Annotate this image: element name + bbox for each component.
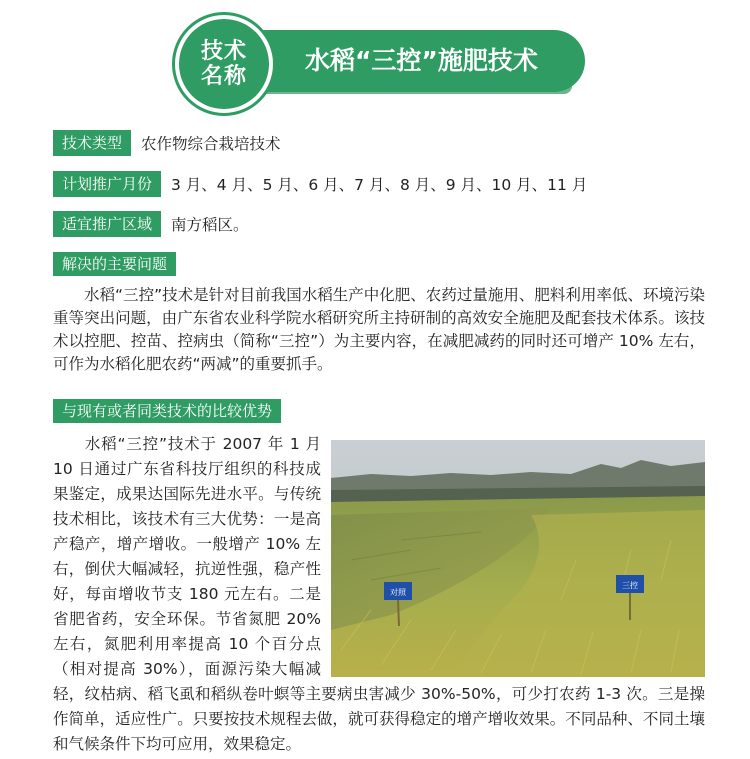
region-value: 南方稻区。 — [171, 216, 249, 234]
problem-heading: 解决的主要问题 — [53, 252, 176, 276]
months-value: 3 月、4 月、5 月、6 月、7 月、8 月、9 月、10 月、11 月 — [171, 176, 588, 194]
sign-right-label: 三控 — [622, 581, 638, 590]
months-label: 计划推广月份 — [53, 171, 161, 197]
advantage-text: 水稻“三控”技术于 2007 年 1 月 10 日通过广东省科技厅组织的科技成果鉴定，成果达国际先进水平。与传统技术相比，该技术有三大优势：一是高产稳产，增产增收。一般增产 10% 左右，倒伏大幅减轻，抗逆性强，稳产性好，每亩增收节支 180 元左右。二是省肥省药，安全环保。节省氮肥 20% 左右，氮肥利用率提高 10 个百分点（相对提高 30%），面源污染大幅减轻，纹枯病、稻飞虱和稻纵卷叶螟等主要病虫害减少 30%-50%，可少打农药 1-3 次。三是操作简单，适应性广。只要按技术规程去做，就可获得稳定的增产增收效果。不同品种、不同土壤和气候条件下均可应用，效果稳定。 — [53, 435, 705, 753]
badge-line-1: 技术 — [200, 39, 247, 64]
info-row-months — [53, 171, 587, 197]
advantage-block — [53, 432, 705, 757]
sign-left-label: 对照 — [390, 588, 406, 597]
badge — [179, 19, 269, 109]
info-row-type — [53, 130, 281, 156]
badge-line-2: 名称 — [200, 64, 247, 89]
page-title: 水稻“三控”施肥技术 — [305, 46, 538, 75]
advantage-heading: 与现有或者同类技术的比较优势 — [53, 399, 281, 423]
problem-text: 水稻“三控”技术是针对目前我国水稻生产中化肥、农药过量施用、肥料利用率低、环境污染重等突出问题，由广东省农业科学院水稻研究所主持研制的高效安全施肥及配套技术体系。该技术以控肥、控苗、控病虫（简称“三控”）为主要内容，在减肥减药的同时还可增产 10% 左右，可作为水稻化肥农药“两减”的重要抓手。 — [53, 286, 705, 373]
info-row-region — [53, 211, 249, 237]
type-label: 技术类型 — [53, 130, 131, 156]
rice-field-photo — [331, 440, 705, 677]
type-value: 农作物综合栽培技术 — [141, 135, 281, 153]
region-label: 适宜推广区域 — [53, 211, 161, 237]
